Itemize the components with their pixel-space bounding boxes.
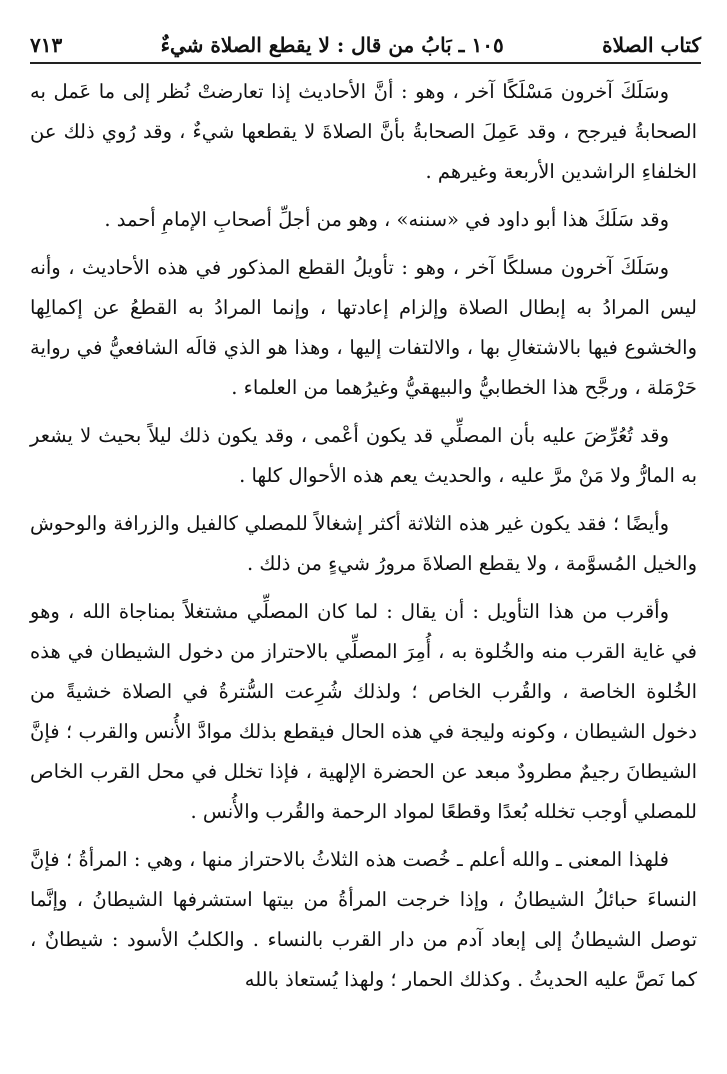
running-header [30,28,701,64]
paragraph: فلهذا المعنى ـ والله أعلم ـ خُصت هذه الثلاثُ بالاحتراز منها ، وهي : المرأةُ ؛ فإنَّ النساءَ حبائلُ الشيطانُ ، وإذا خرجت المرأةُ من بيتها استشرفها الشيطانُ ، وإنَّما توصل الشيطانُ إلى إبعاد آدم من دار القرب بالنساء . والكلبُ الأسود : شيطانٌ ، كما نَصَّ عليه الحديثُ . وكذلك الحمار ؛ ولهذا يُستعاذ بالله [30,848,697,991]
book-title: كتاب الصلاة [602,33,701,57]
chapter-title: ١٠٥ ـ بَابُ من قال : لا يقطع الصلاة شيءٌ [160,33,504,57]
paragraph: وأقرب من هذا التأويل : أن يقال : لما كان المصلِّي مشتغلاً بمناجاة الله ، وهو في غاية القرب منه والخُلوة به ، أُمِرَ المصلِّي بالاحتراز من دخول الشيطان في هذه الخُلوة الخاصة ، والقُرب الخاص ؛ ولذلك شُرِعت السُّترةُ في الصلاة خشيةً من دخول الشيطان ، وكونه وليجة في هذه الحال فيقطع بذلك موادَّ الأُنس والقرب ؛ فإنَّ الشيطانَ رجيمٌ مطرودٌ مبعد عن الحضرة الإلهية ، فإذا تخلل في محل القرب الخاص للمصلي أوجب تخلله بُعدًا وقطعًا لمواد الرحمة والقُرب والأُنس . [30,600,697,823]
paragraph: وقد سَلَكَ هذا أبو داود في «سننه» ، وهو من أجلِّ أصحابِ الإمامِ أحمد . [104,208,669,231]
body-text [30,72,697,1008]
paragraph: وقد تُعُرِّضَ عليه بأن المصلِّي قد يكون أعْمى ، وقد يكون ذلك ليلاً بحيث لا يشعر به المارُّ ولا مَنْ مرَّ عليه ، والحديث يعم هذه الأحوال كلها . [30,424,697,487]
paragraph: وأيضًا ؛ فقد يكون غير هذه الثلاثة أكثر إشغالاً للمصلي كالفيل والزرافة والوحوش والخيل المُسوَّمة ، ولا يقطع الصلاةَ مرورُ شيءٍ من ذلك . [30,512,697,575]
paragraph: وسَلَكَ آخرون مَسْلَكًا آخر ، وهو : أنَّ الأحاديث إذا تعارضتْ نُظر إلى ما عَمل به الصحابةُ فيرجح ، وقد عَمِلَ الصحابةُ بأنَّ الصلاةَ لا يقطعها شيءٌ ، وقد رُوي ذلك عن الخلفاءِ الراشدين الأربعة وغيرهم . [30,80,697,183]
page-number: ٧١٣ [30,33,63,57]
paragraph: وسَلَكَ آخرون مسلكًا آخر ، وهو : تأويلُ القطع المذكور في هذه الأحاديث ، وأنه ليس المرادُ به إبطال الصلاة وإلزام إعادتها ، وإنما المرادُ به القطعُ عن إكمالِها والخشوع فيها بالاشتغالِ بها ، والالتفات إليها ، وهذا هو الذي قالَه الشافعيُّ في رواية حَرْمَلة ، ورجَّح هذا الخطابيُّ والبيهقيُّ وغيرُهما من العلماء . [30,256,697,399]
